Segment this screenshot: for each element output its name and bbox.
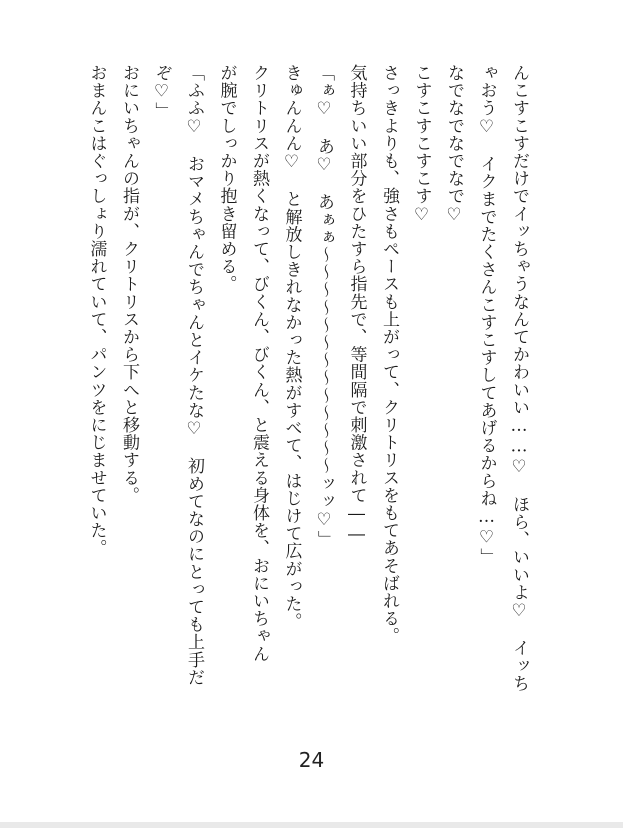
- text-line: おまんこはぐっしょり濡れていて、パンツをにじませていた。: [86, 64, 107, 557]
- text-line: おにいちゃんの指が、クリトリスから下へと移動する。: [119, 64, 139, 504]
- text-line: んこすこすだけでイッちゃうなんてかわいい……♡ ほら、いいよ♡ イッち: [509, 64, 529, 692]
- vertical-text-block: [80, 64, 535, 724]
- text-line: さっきよりも、強さもペースも上がって、クリトリスをもてあそばれる。: [379, 64, 399, 645]
- text-line: きゅんんん♡ と解放しきれなかった熱がすべて、はじけて広がった。: [281, 64, 302, 631]
- text-line: こすこすこすこす♡: [411, 64, 432, 226]
- text-line: クリトリスが熱くなって、びくん、びくん、と震える身体を、おにいちゃん: [249, 64, 269, 663]
- text-line: 「ぁ♡ あ♡ あぁぁ〜〜〜〜〜〜〜〜〜〜〜〜〜ッッ♡」: [314, 64, 334, 549]
- text-line: なでなでなでなで♡: [444, 64, 464, 226]
- text-line: 「ふふ♡ おマメちゃんでちゃんとイケたな♡ 初めてなのにとっても上手だ: [184, 64, 204, 686]
- text-line: 気持ちいい部分をひたすら指先で、等間隔で刺激されて――: [346, 64, 367, 546]
- text-line: ぞ♡」: [151, 64, 172, 120]
- page-bottom-border: [0, 822, 623, 828]
- text-line: が腕でしっかり抱き留める。: [216, 64, 237, 293]
- page-number: 24: [298, 748, 325, 772]
- text-line: ゃおう♡ イクまでたくさんこすこすしてあげるからね…♡」: [476, 64, 497, 566]
